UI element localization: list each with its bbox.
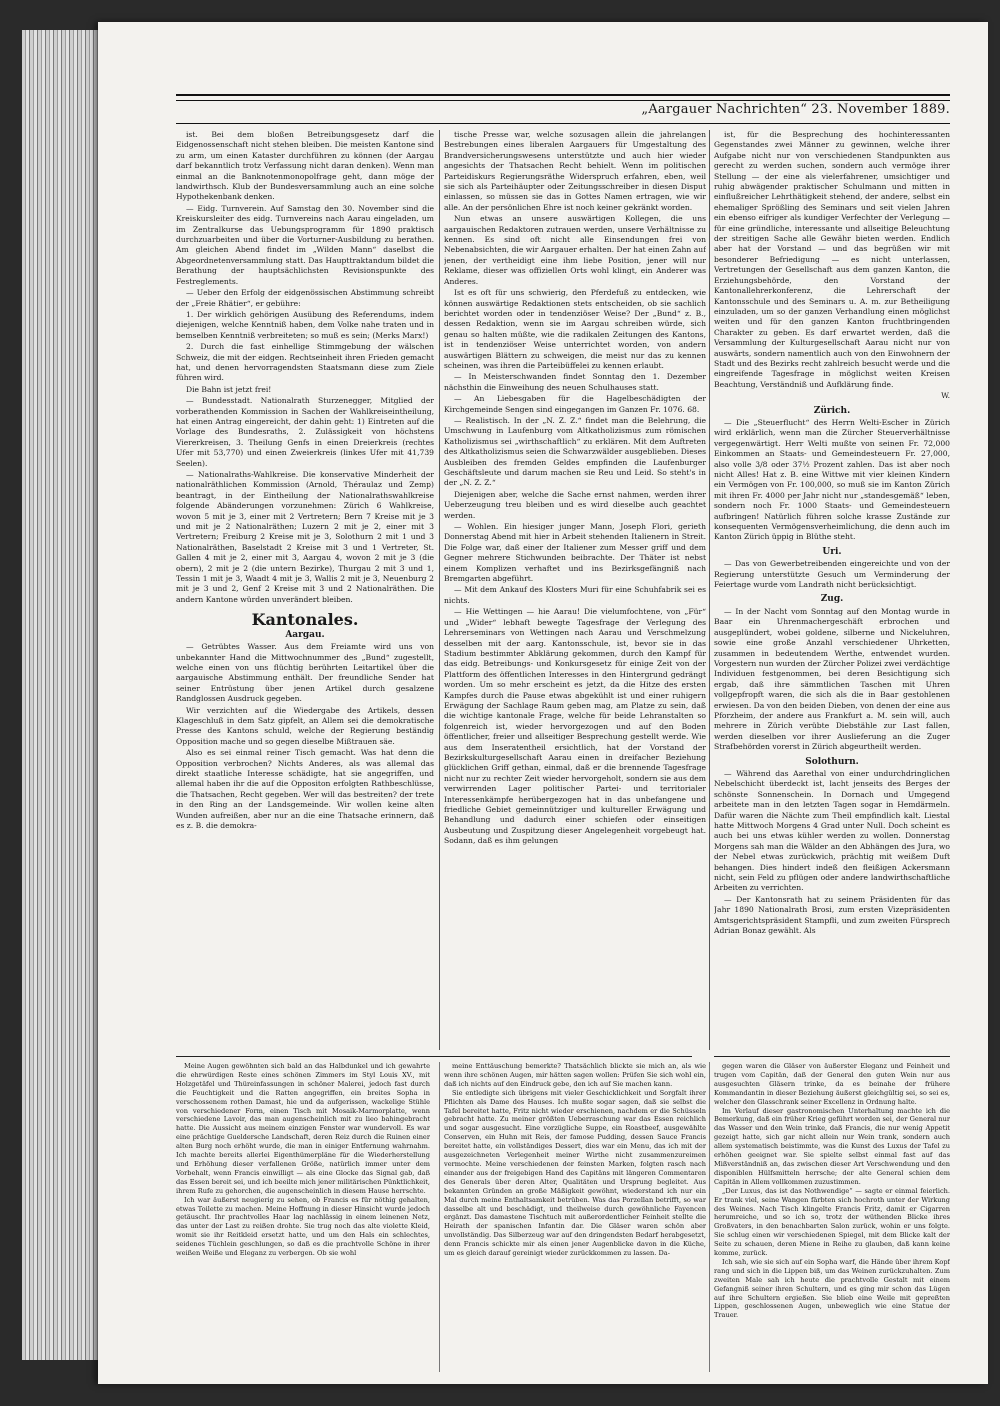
header-rule <box>176 94 950 101</box>
article-paragraph: 1. Der wirklich gehörigen Ausübung des Referendums, indem diejenigen, welche Kenntniß haben, dem Volke nahe traten und in bemselben Kenntniß verbreiteten; so muß es sein; (Merks Marx!) <box>176 309 434 340</box>
column-1 <box>176 130 434 1050</box>
article-paragraph: — In Meisterschwanden findet Sonntag den 1. Dezember nächsthin die Einweihung des neuen Schulhauses statt. <box>444 372 706 392</box>
feuilleton-rule <box>176 1056 692 1057</box>
author-signature: W. <box>941 391 950 401</box>
feuilleton-column-2 <box>444 1062 706 1372</box>
column-2 <box>444 130 706 1050</box>
column-rule <box>709 130 710 1050</box>
article-paragraph: — Ueber den Erfolg der eidgenössischen Abstimmung schreibt der „Freie Rhätier“, er gebühre: <box>176 288 434 308</box>
subsection-heading: Uri. <box>822 546 842 557</box>
article-paragraph: — Das von Gewerbetreibenden eingereichte und von der Regierung unterstützte Gesuch um Verminderung der Feiertage wurde vom Landrath nicht berücksichtigt. <box>714 559 950 590</box>
article-paragraph: — Die „Steuerflucht“ des Herrn Welti-Escher in Zürich wird erklärlich, wenn man die Zürcher Steuerverhältnisse vergegenwärtigt. Herr Welti mußte von seinen Fr. 72,000 Einkommen an Staats- und Gemeindesteuern Fr. 27,000, also volle 3/8 oder 37½ Prozent zahlen. Das ist aber noch nicht Alles! Hat z. B. eine Wittwe mit vier kleinen Kindern ein Vermögen von Fr. 100,000, so muß sie im Kanton Zürich mit ihren Fr. 4000 per Jahr nicht nur „standesgemäß“ leben, sondern noch Fr. 1000 Staats- und Gemeindesteuern aufbringen! Natürlich führen solche krasse Zustände zur konsequenten Vermögensverheimlichung, die denn auch im Kanton Zürich üppig in Blüthe steht. <box>714 417 950 542</box>
subsection-heading: Aargau. <box>285 629 325 640</box>
feuilleton-paragraph: Sie entledigte sich übrigens mit vieler Geschicklichkeit und Sorgfalt ihrer Pflichten als Dame des Hauses. Ich mußte sogar sagen, daß sie selbst die Tafel bereitet hatte, Fritz nicht wieder erschienen, nachdem er die Schüsseln gebracht hatte. Zu meiner größten Ueberraschung war das Essen reichlich und sogar ausgesucht. Eine vorzügliche Suppe, ein Roastbeef, ausgewählte Conserven, ein Huhn mit Reis, der famose Pudding, dessen Sauce Francis bereitet hatte, ein vollständiges Dessert, dies war ein Menu, das ich mit der ausgezeichneten Verlegenheit meiner Wirthe nicht zusammenzureimen vermochte. Meine verschiedenen der feinsten Marken, folgten rasch nach einander aus der freigebigen Hand des Capitäns mit längeren Commentaren des Generals über deren Alter, Qualitäten und Ursprung begleitet. Aus bekannten Gründen an große Mäßigkeit gewöhnt, wiederstand ich nur ein Mal durch meine Enthaltsamkeit betrüben. Was das Porzellan betrifft, so war dasselbe alt und beschädigt, und theilweise durch gewöhnliche Fayencen ergänzt. Das damastene Tischtuch mit außerordentlicher Feinheit stellte die Heirath der spanischen Infantin dar. Die Gläser waren schön aber unvollständig. Das Silberzeug war auf den dringendsten Bedarf herabgesetzt, denn Francis schickte mir als einen jener Augenblicke davon in die Küche, um es gleich darauf gereinigt wieder zurückkommen zu lassen. Da- <box>444 1088 706 1258</box>
feuilleton-paragraph: Ich war äußerst neugierig zu sehen, ob Francis es für nöthig gehalten, etwas Toilette zu machen. Meine Hoffnung in dieser Hinsicht wurde jedoch getäuscht. Ihr prachtvolles Haar lag nachlässig in einem leinenen Netz, das unter der Last zu reißen drohte. Sie trug noch das alte violette Kleid, womit sie ihr Reitkleid ersetzt hatte, und um den Hals ein schlechtes, seidenes Tüchlein geschlungen, so daß es die prachtvolle Schöne in ihrer weißen Weiße und Eleganz zu verbergen. Ob sie wohl <box>176 1195 430 1258</box>
article-paragraph: — Während das Aarethal von einer undurchdringlichen Nebelschicht überdeckt ist, lacht jenseits des Berges der schönste Sonnenschein. In Dornach und Umgegend arbeitete man in den letzten Tagen sogar in Hemdärmeln. Dafür waren die Nächte zum Theil empfindlich kalt. Liestal hatte Mittwoch Morgens 4 Grad unter Null. Doch scheint es auch bei uns etwas kühler werden zu wollen. Donnerstag Morgens sah man die Wälder an den Abhängen des Jura, wo der Nebel etwas zurückwich, prächtig mit weißem Duft behangen. Dies hindert indeß den fleißigen Ackersmann nicht, sein Feld zu pflügen oder andere landwirthschaftliche Arbeiten zu verrichten. <box>714 768 950 893</box>
column-3 <box>714 130 950 1050</box>
feuilleton-column-3 <box>714 1062 950 1372</box>
article-paragraph: ist, für die Besprechung des hochinteressanten Gegenstandes zwei Männer zu gewinnen, welche ihrer Aufgabe nicht nur von verschiedenen Standpunkten aus gerecht zu werden suchen, sondern auch vermöge ihrer Stellung — der eine als vielerfahrener, umsichtiger und ruhig abwägender praktischer Schulmann und mitten in einflußreicher Lehrthätigkeit stehend, der andere, selbst ein ehemaliger Sprößling des Seminars und seit vielen Jahren ein ebenso eifriger als kundiger Verfechter der Verlegung — für eine gründliche, interessante und allseitige Beleuchtung der streitigen Sache alle Gewähr bieten werden. Endlich aber hat der Vorstand — und das begrüßen wir mit besonderer Befriedigung — es nicht unterlassen, Vertretungen der Gesellschaft aus dem ganzen Kanton, die Erziehungsbehörde, den Vorstand der Kantonallehrerkonferenz, die Lehrerschaft der Kantonsschule und des Seminars u. A. m. zur Betheiligung einzuladen, um so der ganzen Verhandlung einen möglichst weiten und für den ganzen Kanton fruchtbringenden Charakter zu geben. Es darf erwartet werden, daß die Versammlung der Kulturgesellschaft Aarau nicht nur von auswärts, sondern namentlich auch von den Einwohnern der Stadt und des Bezirks recht zahlreich besucht werde und die eingreifende Tagesfrage in möglichst weiten Kreisen Beachtung, Verständniß und Aufklärung finde. <box>714 130 950 389</box>
newspaper-page <box>98 22 988 1384</box>
article-paragraph: Also es sei einmal reiner Tisch gemacht. Was hat denn die Opposition verbrochen? Nichts Anderes, als was allemal das direkt staatliche Interesse schädigte, hat sie angegriffen, und allemal haben ihr die auf die Oppositon erfolgten Rathbeschlüsse, die Thatsachen, Recht gegeben. Wer will das bestreiten? der trete in den Ring an der Landsgemeinde. Wir wollen keine alten Wunden aufreißen, aber nur an die eine Thatsache erinnern, daß es z. B. die demokra- <box>176 748 434 830</box>
article-paragraph: Ist es oft für uns schwierig, den Pferdefuß zu entdecken, wie können auswärtige Redaktionen stets entscheiden, ob sie sachlich berichtet worden oder in tendenziöser Weise? Der „Bund“ z. B., dessen Redaktion, wenn sie im Aargau schreiben würde, sich genau so halten müßte, wie die radikalen Zeitungen des Kantons, ist in tendenziöser Weise unterrichtet worden, von andern auswärtigen Blättern zu schweigen, die meist nur das zu kennen scheinen, was ihren die Parteibüffelei zu kennen erlaubt. <box>444 288 706 370</box>
article-paragraph: — Realistisch. In der „N. Z. Z.“ findet man die Belehrung, die Umschwung in Laufenburg vom Altkatholizismus zum römischen Katholizismus sei „wirthschaftlich“ zu erklären. Mit dem Auftreten des Altkatholizismus seien die Schwarzwälder ausgeblieben. Dieses Ausbleiben des fremden Geldes empfinden die Laufenburger Geschäftsleute und darum machen sie Reu und Leid. So steht's in der „N. Z. Z.“ <box>444 415 706 488</box>
subsection-heading: Solothurn. <box>805 756 859 767</box>
article-paragraph: Die Bahn ist jetzt frei! <box>186 384 272 394</box>
article-paragraph: — Bundesstadt. Nationalrath Sturzenegger, Mitglied der vorberathenden Kommission in Sachen der Wahlkreiseintheilung, hat einen Antrag eingereicht, der dahin geht: 1) Eintreten auf die Vorlage des Bundesraths, 2. Zulässigkeit von höchstens Viererkreisen, 3. Theilung Genfs in einen Dreierkreis (rechtes Ufer mit 53,770) und einen Zweierkreis (linkes Ufer mit 41,739 Seelen). <box>176 396 434 468</box>
article-paragraph: Nun etwas an unsere auswärtigen Kollegen, die uns aargauischen Redaktoren zutrauen werden, unsere Verhältnisse zu kennen. Es sind oft nicht alle Einsendungen frei von Nebenabsichten, die wir Aargauer erhalten. Der hat einen Zahn auf jenen, der vertheidigt eine ihm liebe Position, jener will nur Reklame, dieser was offiziellen Orts wohl klingt, ein Anderer was Anderes. <box>444 214 706 286</box>
subsection-heading: Zürich. <box>813 405 851 416</box>
header-rule-bottom <box>176 123 950 124</box>
article-paragraph: — Hie Wettingen — hie Aarau! Die vielumfochtene, von „Für“ und „Wider“ lebhaft bewegte Tagesfrage der Verlegung des Lehrerseminars von Wettingen nach Aarau und Verschmelzung desselben mit der aarg. Kantonsschule, ist, bevor sie in das Stadium bestimmter Abklärung gekommen, durch den Kampf für das eidg. Betreibungs- und Konkursgesetz für einige Zeit von der Plattform des öffentlichen Interesses in den Hintergrund gedrängt worden. Um so mehr erscheint es jetzt, da die Hitze des ersten Kampfes durch die Pause etwas abgekühlt ist und einer ruhigern Erwägung der Sachlage Raum geben mag, am Platze zu sein, daß die wichtige kantonale Frage, welche für beide Lehranstalten so folgenreich ist, wieder hervorgezogen und auf den Boden öffentlicher, freier und allseitiger Besprechung gestellt werde. Wie aus dem Inseratentheil ersichtlich, hat der Vorstand der Bezirkskulturgesellschaft Aarau einen in dreifacher Beziehung glücklichen Griff gethan, einmal, daß er die brennende Tagesfrage nicht nur zu rechter Zeit wieder hervorgeholt, sondern sie aus dem verwirrenden Lager politischer Partei- und territorialer Interessenkämpfe herübergezogen hat in das unbefangene und friedliche Gebiet gemeinnütziger und kultureller Erwägung und Behandlung und dadurch einer schiefen oder einseitigen Ausbeutung und Zuspitzung dieser Angelegenheit vorgebeugt hat. Sodann, daß es ihm gelungen <box>444 607 706 846</box>
feuilleton-column-1 <box>176 1062 430 1372</box>
article-paragraph: Diejenigen aber, welche die Sache ernst nahmen, werden ihrer Ueberzeugung treu bleiben und es wird dieselbe auch geachtet werden. <box>444 489 706 520</box>
column-rule <box>709 1062 710 1372</box>
article-paragraph: — Mit dem Ankauf des Klosters Muri für eine Schuhfabrik sei es nichts. <box>444 585 706 605</box>
article-paragraph: — Eidg. Turnverein. Auf Samstag den 30. November sind die Kreiskursleiter des eidg. Turnvereins nach Aarau eingeladen, um im Zentralkurse das Uebungsprogramm für 1890 praktisch durchzuarbeiten und über die Vorturner-Ausbildung zu berathen. Am gleichen Abend findet im „Wilden Mann“ daselbst die Abgeordnetenversammlung statt. Das Haupttraktandum bildet die Berathung der hauptsächlichsten Revisionspunkte des Festreglements. <box>176 203 434 286</box>
feuilleton-paragraph: „Der Luxus, das ist das Nothwendige“ — sagte er einmal feierlich. Er trank viel, seine Wangen färbten sich hochroth unter der Wirkung des Weines. Nach Tisch klingelte Francis Fritz, damit er Cigarren herumreiche, und so ich so, trotz der wüthenden Blicke ihres Großvaters, in den benachbarten Salon zurück, wohin er uns folgte. Sie schlug einen wir verschiedenen Spiegel, mit dem Blicke kalt der Seite zu schauen, deren Miene in Reihe zu glauben, daß kann keine komme, zurück. <box>714 1186 950 1258</box>
article-paragraph: Wir verzichten auf die Wiedergabe des Artikels, dessen Klageschluß in dem Satz gipfelt, an Allem sei die demokratische Presse des Kantons schuld, welche der Regierung beständig Opposition mache und so gegen dieselbe Mißtrauen säe. <box>176 705 434 746</box>
book-page-edges <box>22 30 102 1360</box>
article-paragraph: — Getrübtes Wasser. Aus dem Freiamte wird uns von unbekannter Hand die Mittwochnummer des „Bund“ zugestellt, welche einen von uns flüchtig berührten Leitartikel über die aargauische Abstimmung enthält. Der freundliche Sender hat seiner Entrüstung über jenen Artikel durch gesalzene Randglossen Ausdruck gegeben. <box>176 642 434 704</box>
feuilleton-paragraph: Meine Augen gewöhnten sich bald an das Halbdunkel und ich gewahrte die ehrwürdigen Reste eines schönen Zimmers im Styl Louis XV., mit Holzgetäfel und Thüreinfassungen in schöner Malerei, jedoch fast durch die Feuchtigkeit und die Ratten angegriffen, ein breites Sopha in verschossenem rothen Damast, hie und da aufgerissen, wackelige Stühle von verschiedener Form, einen Tisch mit Mosaik-Marmorplatte, wenn verschiedene Lavoir, das man augenscheinlich mit zu lieo bahingebracht hatte. Die Aussicht aus meinem einzigen Fenster war wundervoll. Es war eine prächtige Gueldersche Landschaft, deren Reiz durch die Ruinen einer alten Burg noch erhöht wurde, die man in einiger Entfernung wahrnahm. Ich machte bereits allerlei Eigenthümerpläne für die Wiederherstellung und Erhöhung dieser verfallenen Größe, natürlich immer unter dem Vorbehalt, wenn Francis einwilligt — als eine Glocke das Signal gab, daß das Essen bereit sei, und ich beeilte mich jener militärischen Pünktlichkeit, ihrem Rufe zu gehorchen, die augenscheinlich in diesem Hause herrschte. <box>176 1062 430 1195</box>
feuilleton-paragraph: Ich sah, wie sie sich auf ein Sopha warf, die Hände über ihrem Kopf rang und sich in die Lippen biß, um das Weinen zurückzuhalten. Zum zweiten Male sah ich heute die prachtvolle Gestalt mit einem Gefangniß seiner ihren Schultern, und es ging mir schon das Lügen auf ihre Schultern ergießen. Sie blieb eine Weile mit gepreßten Lippen, geschlossenen Augen, unbeweglich wie eine Statue der Trauer. <box>714 1257 950 1320</box>
subsection-heading: Zug. <box>820 594 844 605</box>
article-paragraph: tische Presse war, welche sozusagen allein die jahrelangen Bestrebungen eines liberalen Aargauers für Umgestaltung des Brandversicherungswesens unterstützte und auch hier wieder angesichts der Thatsachen Recht behielt. Wenn im politischen Parteidiskurs Regierungsräthe Widerspruch erfahren, eben, weil sie sich als Parteihäupter oder Zeitungsschreiber in diesen Disput einlassen, so müssen sie das in Gottes Namen ertragen, wie wir alle. An der persönlichen Ehre ist noch keiner gekränkt worden. <box>444 130 706 212</box>
article-paragraph: — Nationalraths-Wahlkreise. Die konservative Minderheit der nationalräthlichen Kommission (Arnold, Théraulaz und Zemp) beantragt, in der Eintheilung der Nationalrathswahlkreise folgende Abänderungen vorzunehmen: Zürich 6 Wahlkreise, wovon 5 mit je 3, einer mit 2 Vertretern; Bern 7 Kreise mit je 3 und mit je 2 Nationalräthen; Luzern 2 mit je 2, einer mit 3 Vertretern; Freiburg 2 Kreise mit je 3, Solothurn 2 mit 1 und 3 Nationalräthen, Baselstadt 2 Kreise mit 3 und 1 Vertreter, St. Gallen 4 mit je 2, einer mit 3, Aargau 4, wovon 2 mit je 3 (die obern), 2 mit je 2 (die untern Bezirke), Thurgau 2 mit 3 und 1, Tessin 1 mit je 3, Waadt 4 mit je 3, Wallis 2 mit je 3, Neuenburg 2 mit je 3 und 2, Genf 2 Kreise mit 3 und 2 Nationalräthen. Die andern Kantone würden unverändert bleiben. <box>176 470 434 604</box>
column-rule <box>439 130 440 1050</box>
article-paragraph: 2. Durch die fast einhellige Stimmgebung der wälschen Schweiz, die mit der eidgen. Rechtseinheit ihren Frieden gemacht hat, und denen hervorragendsten Staatsmann diese zum Ziele führen wird. <box>176 342 434 383</box>
article-paragraph: ist. Bei dem bloßen Betreibungsgesetz darf die Eidgenossenschaft nicht stehen bleiben. Die meisten Kantone sind zu arm, um einen Kataster durchführen zu können (der Aargau darf bekanntlich trotz Verfassung nicht daran denken). Wenn man einmal an die Banknotenmonopolfrage geht, dann möge der landwirthsch. Klub der Bundesversammlung auch an eine solche Hypothekenbank denken. <box>176 130 434 202</box>
feuilleton-paragraph: meine Enttäuschung bemerkte? Thatsächlich blickte sie mich an, als wie wenn ihre schönen Augen, mir hätten sagen wollen: Prüfen Sie sich wohl ein, daß ich nichts auf den Eindruck gebe, den ich auf Sie machen kann. <box>444 1062 706 1088</box>
article-paragraph: — Der Kantonsrath hat zu seinem Präsidenten für das Jahr 1890 Nationalrath Brosi, zum ersten Vizepräsidenten Amtsgerichtspräsident Stampfli, und zum zweiten Fürsprech Adrian Bonaz gewählt. Als <box>714 894 950 936</box>
article-paragraph: — An Liebesgaben für die Hagelbeschädigten der Kirchgemeinde Sengen sind eingegangen im Ganzen Fr. 1076. 68. <box>444 394 706 414</box>
article-paragraph: — Wohlen. Ein hiesiger junger Mann, Joseph Flori, gerieth Donnerstag Abend mit hier in Arbeit stehenden Italienern in Streit. Die Folge war, daß einer der Italiener zum Messer griff und dem Gegner mehrere Stichwunden beibrachte. Der Thäter ist nebst einem Komplizen verhaftet und ins Bezirksgefängniß nach Bremgarten abgeführt. <box>444 522 706 584</box>
article-paragraph: — In der Nacht vom Sonntag auf den Montag wurde in Baar ein Uhrenmachergeschäft erbrochen und ausgeplündert, wobei goldene, silberne und Nickeluhren, sowie eine große Anzahl verschiedener Uhrketten, zusammen in bedeutendem Werthe, entwendet wurden. Vorgestern nun wurden der Zürcher Polizei zwei verdächtige Individuen festgenommen, bei deren Besichtigung sich ergab, daß ihre sämmtlichen Taschen mit Uhren vollgepfropft waren, die sich als die in Baar gestohlenen erwiesen. Da von den beiden Dieben, von denen der eine aus Pforzheim, der andere aus Frankfurt a. M. sein will, auch mehrere in Zürich verübte Diebstähle zur Last fallen, werden dieselben vor ihrer Auslieferung an die Zuger Strafbehörden vorerst in Zürich abgeurtheilt werden. <box>714 606 950 752</box>
page-header: „Aargauer Nachrichten“ 23. November 1889. <box>641 102 950 117</box>
section-heading: Kantonales. <box>251 610 359 630</box>
column-rule <box>439 1062 440 1372</box>
feuilleton-rule <box>714 1056 950 1057</box>
feuilleton-paragraph: gegen waren die Gläser von äußerster Eleganz und Feinheit und trugen vom Capitän, daß der General den guten Wein nur aus ausgesuchten Gläsern trinke, da es beinahe der frühere Kommandantin in dieser Beziehung äußerst gleichgültig sei, so sei es, welcher den Glasschrank seiner Excellenz in Ordnung halte. <box>714 1062 950 1106</box>
feuilleton-paragraph: Im Verlauf dieser gastronomischen Unterhaltung machte ich die Bemerkung, daß ein früher Krieg geführt worden sei, der General nur das Wasser und den Wein trinke, daß Francis, die nur wenig Appetit gezeigt hatte, sich gar nicht allein nur Wein trank, sondern auch allem systematisch beistimmte, was die Kunst des Luxus der Tafel zu erhöhen geeignet war. Sie spielte selbst einmal fast auf das Mißverständniß an, das zwischen dieser Art Verschwendung und den disponiblen Hülfsmitteln herrsche; der alte General schien dem Capitän in Allem vollkommen zuzustimmen. <box>714 1106 950 1186</box>
